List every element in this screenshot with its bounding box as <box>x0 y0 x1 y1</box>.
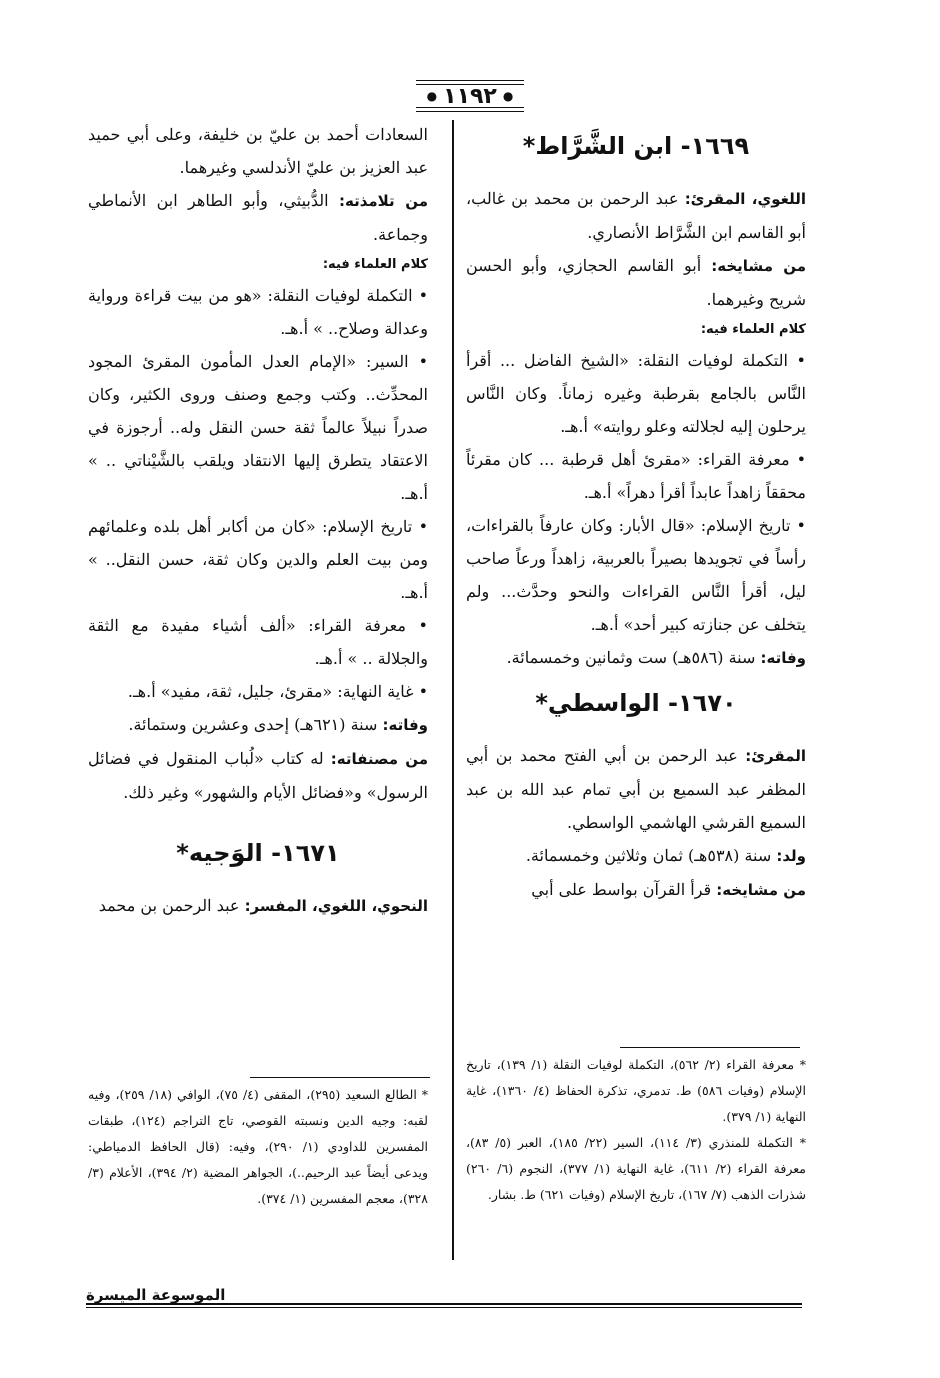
intro-label: النحوي، اللغوي، المفسر: <box>244 897 428 915</box>
continuation-text: السعادات أحمد بن عليّ بن خليفة، وعلى أبي حميد عبد العزيز بن عليّ الأندلسي وغيرهما. <box>88 125 428 177</box>
ornament-dot-icon: ● <box>426 89 438 103</box>
death-label: وفاته: <box>760 649 806 667</box>
students-text: الدُّبيثي، وأبو الطاهر ابن الأنماطي وجماعة. <box>88 191 428 244</box>
footnote-item: * التكملة للمنذري (٣/ ١١٤)، السير (٢٢/ ١٨٥)، العبر (٥/ ٨٣)، معرفة القراء (٢/ ٦١١)، غاية النهاية (١/ ٣٧٧)، النجوم (٦/ ٢٦٠) شذرات الذهب (٧/ ١٦٧)، تاريخ الإسلام (وفيات ٦٢١) ط. بشار. <box>466 1135 806 1202</box>
death-paragraph <box>88 708 428 742</box>
footnote-item: * الطالع السعيد (٢٩٥)، المقفى (٤/ ٧٥)، الوافي (١٨/ ٢٥٩)، وفيه لقبه: وجيه الدين ونسبته القوصي، تاج التراجم (١٢٤)، طبقات المفسرين للداودي (١/ ٢٩٠)، وفيه: (قال الحافظ الدمياطي: ويدعى أيضاً عبد الرحيم..)، الجواهر المضية (٢/ ٣٩٤)، الأعلام (٣/ ٣٢٨)، معجم المفسرين (١/ ٣٧٤). <box>88 1087 429 1206</box>
works-paragraph <box>88 742 428 809</box>
entry-intro <box>466 739 806 839</box>
footnotes-left <box>88 1082 428 1212</box>
birth-label: ولد: <box>776 847 806 865</box>
entry-title-1669: ١٦٦٩- ابن الشَّرَّاط* <box>522 132 750 160</box>
works-label: من مصنفاته: <box>330 750 429 768</box>
death-label: وفاته: <box>382 716 428 734</box>
intro-text: عبد الرحمن بن محمد بن غالب، أبو القاسم ابن الشَّرَّاط الأنصاري. <box>466 189 806 242</box>
students-paragraph <box>88 184 428 251</box>
footnote-separator <box>250 1077 430 1078</box>
footnote-item: * معرفة القراء (٢/ ٥٦٢)، التكملة لوفيات النقلة (١/ ١٣٩)، تاريخ الإسلام (وفيات ٥٨٦) ط. تدمري، تذكرة الحفاظ (٤/ ١٣٦٠)، غاية النهاية (١/ ٣٧٩). <box>466 1057 807 1124</box>
page-number <box>410 80 530 112</box>
quote-item: • تاريخ الإسلام: «كان من أكابر أهل بلده وعلمائهم ومن بيت العلم والدين وكان ثقة، حسن النقل.. » أ.هـ. <box>88 517 428 602</box>
birth-paragraph <box>466 839 806 873</box>
teachers-label: من مشايخه: <box>711 257 807 275</box>
death-text: سنة (٥٨٦هـ) ست وثمانين وخمسمائة. <box>506 648 756 667</box>
quote-item: • معرفة القراء: «مقرئ أهل قرطبة ... كان مقرئاً محققاً زاهداً عابداً أقرأ دهراً» أ.هـ. <box>466 450 806 502</box>
quote-item: • السير: «الإمام العدل المأمون المقرئ المجود المحدِّث.. وكتب وجمع وصنف وروى الكثير، وكان صدراً نبيلاً عالماً ثقة حسن النقل وله.. أرجوزة في الاعتقاد يتطرق إليها الانتقاد ويلقب بالشَّيْناتي .. » أ.هـ. <box>88 352 428 503</box>
scholars-heading: كلام العلماء فيه: <box>322 257 428 272</box>
teachers-text: أبو القاسم الحجازي، وأبو الحسن شريح وغيرهما. <box>466 256 806 309</box>
intro-label: اللغوي، المقرئ: <box>684 190 807 208</box>
footnote-separator <box>620 1047 800 1048</box>
footer-rule <box>86 1303 802 1308</box>
quote-item: • غاية النهاية: «مقرئ، جليل، ثقة، مفيد» أ.هـ. <box>127 682 428 701</box>
teachers-text: قرأ القرآن بواسط على أبي <box>531 880 712 899</box>
quote-item: • التكملة لوفيات النقلة: «هو من بيت قراءة ورواية وعدالة وصلاح.. » أ.هـ. <box>88 286 428 338</box>
intro-text: عبد الرحمن بن أبي الفتح محمد بن أبي المظفر عبد السميع بن أبي تمام عبد الله بن عبد السميع القرشي الهاشمي الواسطي. <box>466 746 806 832</box>
intro-text: عبد الرحمن بن محمد <box>98 896 240 915</box>
students-label: من تلامذته: <box>338 192 428 210</box>
entry-title-1670: ١٦٧٠- الواسطي* <box>535 689 737 717</box>
page-number-text: ١١٩٢ <box>443 83 497 109</box>
right-column <box>466 118 806 907</box>
entry-intro <box>466 182 806 249</box>
birth-text: سنة (٥٣٨هـ) ثمان وثلاثين وخمسمائة. <box>525 846 772 865</box>
works-text: له كتاب «لُباب المنقول في فضائل الرسول» و«فضائل الأيام والشهور» وغير ذلك. <box>88 749 428 802</box>
column-divider <box>452 120 454 1260</box>
quote-item: • التكملة لوفيات النقلة: «الشيخ الفاضل ... أقرأ النَّاس بالجامع بقرطبة وغيره زماناً. وكان النَّاس يرحلون إليه لجلالته وعلو روايته» أ.هـ. <box>466 351 806 436</box>
quote-item: • تاريخ الإسلام: «قال الأبار: وكان عارفاً بالقراءات، رأساً في تجويدها بصيراً بالعربية، زاهداً ورعاً صاحب ليل، أقرأ النَّاس القراءات والنحو وحدَّث... ولم يتخلف عن جنازته كبير أحد» أ.هـ. <box>466 516 806 634</box>
footnotes-right <box>466 1052 806 1208</box>
intro-label: المقرئ: <box>745 747 806 765</box>
left-column <box>88 118 428 923</box>
scholars-heading: كلام العلماء فيه: <box>700 322 806 337</box>
teachers-paragraph <box>466 249 806 316</box>
teachers-label: من مشايخه: <box>716 881 806 899</box>
entry-intro <box>88 889 428 923</box>
teachers-paragraph <box>466 873 806 907</box>
quote-item: • معرفة القراء: «ألف أشياء مفيدة مع الثقة والجلالة .. » أ.هـ. <box>88 616 428 668</box>
death-paragraph <box>466 641 806 675</box>
death-text: سنة (٦٢١هـ) إحدى وعشرين وستمائة. <box>128 715 378 734</box>
ornament-dot-icon: ● <box>502 89 514 103</box>
book-title: الموسوعة الميسرة <box>86 1286 226 1304</box>
entry-title-1671: ١٦٧١- الوَجيه* <box>176 839 340 867</box>
